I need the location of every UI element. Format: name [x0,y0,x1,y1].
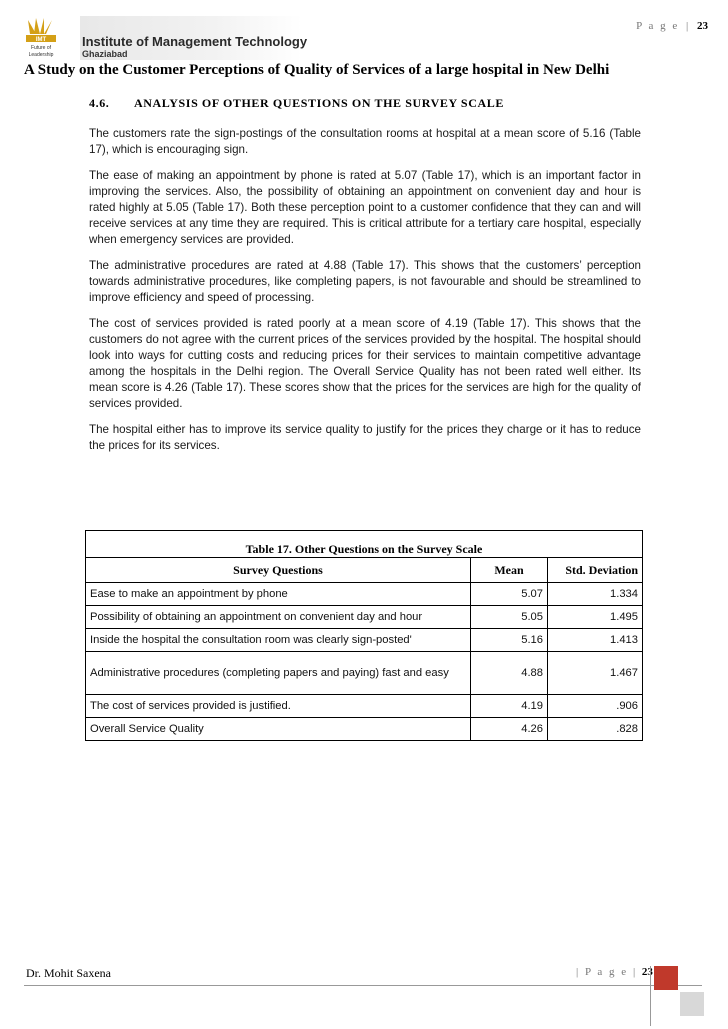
section-title: ANALYSIS OF OTHER QUESTIONS ON THE SURVEY SCALE [133,96,504,110]
header-separator: | [686,20,691,32]
document-title: A Study on the Customer Perceptions of Quality of Services of a large hospital in New Delhi [24,62,610,78]
footer-page-label: P a g e [584,966,629,978]
row-sd: 1.413 [548,629,643,652]
header-page-number [636,20,708,32]
table-row [86,629,643,652]
row-sd: .906 [548,695,643,718]
footer-vertical-divider [650,966,651,1026]
table-row [86,695,643,718]
row-question: Administrative procedures (completing papers and paying) fast and easy [86,652,471,695]
table-caption-row [86,531,643,558]
emblem-tagline-2: Leadership [28,52,54,58]
header-page-num: 23 [697,20,708,32]
emblem-tagline-1: Future of [30,45,52,51]
row-sd: 1.495 [548,606,643,629]
institute-name: Institute of Management Technology [82,34,308,49]
header-mean: Mean [471,558,548,583]
row-mean: 4.26 [471,718,548,741]
row-question: The cost of services provided is justified. [86,695,471,718]
section-heading [89,96,504,111]
row-mean: 4.88 [471,652,548,695]
paragraph: The customers rate the sign-postings of the consultation rooms at hospital at a mean score of 5.16 (Table 17), which is encouraging sign. [89,127,641,156]
row-question: Inside the hospital the consultation room was clearly sign-posted' [86,629,471,652]
institute-location: Ghaziabad [82,49,128,59]
footer-page-number [576,966,653,978]
body-text [89,126,641,464]
row-mean: 5.05 [471,606,548,629]
row-mean: 5.16 [471,629,548,652]
footer-author: Dr. Mohit Saxena [26,966,111,980]
row-question: Ease to make an appointment by phone [86,583,471,606]
paragraph: The cost of services provided is rated poorly at a mean score of 4.19 (Table 17). This shows that the customers do not agree with the current prices of the services provided by the hospital. The hospital should look into ways for cutting costs and reducing prices for their services to maintain competitive advantage among the hospitals in the Delhi region. The Overall Service Quality has not been rated well either. Its mean score is 4.26 (Table 17). These scores show that the prices for the services are high for the quality of services provided. [89,317,641,410]
footer-separator-2: | [632,966,638,978]
row-question: Overall Service Quality [86,718,471,741]
footer-grey-square [680,992,704,1016]
section-number: 4.6. [89,96,110,110]
table-row [86,583,643,606]
table-17 [85,530,643,741]
footer-divider [24,985,702,986]
row-sd: 1.334 [548,583,643,606]
header-survey-questions: Survey Questions [86,558,471,583]
row-mean: 5.07 [471,583,548,606]
paragraph: The ease of making an appointment by phone is rated at 5.07 (Table 17), which is an important factor in improving the services. Also, the possibility of obtaining an appointment on convenient day and hour is rated highly at 5.05 (Table 17). Both these perception point to a customer confidence that they can and will receive services at any time they are required. This is critical attribute for a tertiary care hospital, especially when emergency services are provided. [89,169,641,246]
footer-separator: | [576,966,581,978]
institute-logo [22,16,352,60]
table-caption: Table 17. Other Questions on the Survey Scale [86,531,643,558]
row-sd: .828 [548,718,643,741]
imt-emblem-icon [22,16,78,60]
table-header-row [86,558,643,583]
table-row [86,718,643,741]
row-sd: 1.467 [548,652,643,695]
paragraph: The administrative procedures are rated at 4.88 (Table 17). This shows that the customers’ perception towards administrative procedures, like completing papers, is not favourable and should be streamlined to improve efficiency and speed of processing. [89,259,641,304]
paragraph: The hospital either has to improve its service quality to justify for the prices they charge or it has to reduce the prices for its services. [89,423,641,452]
header-std-deviation: Std. Deviation [548,558,643,583]
row-mean: 4.19 [471,695,548,718]
table-row [86,652,643,695]
emblem-text: IMT [35,37,47,43]
row-question: Possibility of obtaining an appointment on convenient day and hour [86,606,471,629]
table-row [86,606,643,629]
footer-accent-square [654,966,678,990]
header-page-label: P a g e [636,20,680,32]
footer-page-num: 23 [641,966,653,978]
